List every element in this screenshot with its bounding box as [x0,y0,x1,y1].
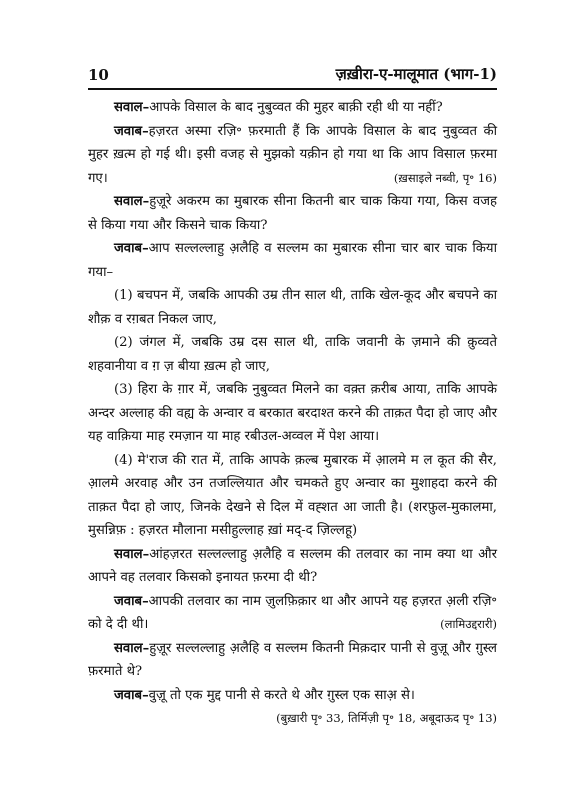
paragraph-text: वुज़ू तो एक मुद्द पानी से करते थे और ग़ुस्ल एक साअ़ से। [148,687,415,703]
source-reference: (लामिउद्दरारी) [440,617,497,631]
paragraph-text: (4) मे'राज की रात में, ताकि आपके क़ल्ब मुबारक में आ़लमे म ल कूत की सैर, आ़लमे अरवाह और उन तजल्लियात और चमकते हुए अन्वार का मुशाहदा करने की ताक़त पैदा हो जाए, जिनके देखने से दिल में वह्शत आ जाती है। (शरफ़ुल-मुकालमा, मुसन्निफ़ : हज़रत मौलाना मसीहुल्लाह ख़ां मद्-द ज़िल्लहू) [88,452,497,538]
list-item [88,449,497,543]
answer-paragraph [88,590,497,637]
question-paragraph [88,543,497,590]
question-label: सवाल– [114,100,150,115]
paragraph-text: आंहज़रत सल्लल्लाहु अ़लैहि व सल्लम की तलवार का नाम क्या था और आपने वह तलवार किसको इनायत फ़रमा दी थी? [88,546,497,585]
paragraph-text: (1) बचपन में, जबकि आपकी उम्र तीन साल थी, ताकि खेल-कूद और बचपने का शौक़ व रग़बत निकल जाए, [88,288,497,327]
source-reference: (ख़साइले नब्वी, पृ॰ 16) [393,170,497,185]
question-label: सवाल– [114,640,150,656]
page-number: 10 [88,66,109,84]
question-paragraph [88,96,497,120]
answer-paragraph [88,237,497,284]
question-label: सवाल– [114,546,150,562]
paragraph-text: आपके विसाल के बाद नुबुव्वत की मुहर बाक़ी रही थी या नहीं? [149,100,443,115]
list-item [88,284,497,331]
answer-label: जवाब– [114,123,149,139]
paragraph-text: (3) हिरा के ग़ार में, जबकि नुबुव्वत मिलने का वक़्त क़रीब आया, ताकि आपके अन्दर अल्लाह की वह्य के अन्वार व बरकात बरदाश्त करने की ताक़त पैदा हो जाए और यह वाक़िया माह रमज़ान या माह रबीउल-अव्वल में पेश आया। [88,382,497,444]
paragraph-text: आपकी तलवार का नाम ज़ुलफ़िक़ार था और आपने यह हज़रत अ़ली रज़ि॰ को दे दी थी। [88,593,497,632]
footer-reference: (बुख़ारी पृ॰ 33, तिर्मिज़ी पृ॰ 18, अबूदाऊद पृ॰ 13) [276,711,497,725]
paragraph-text: (2) जंगल में, जबकि उम्र दस साल थी, ताकि जवानी के ज़माने की क़ुव्वते शहवानीया व ग़ ज़ बीया ख़त्म हो जाए, [88,335,497,374]
page-body [88,96,497,731]
answer-label: जवाब– [114,593,149,609]
question-paragraph [88,190,497,237]
paragraph-text: हज़रत अस्मा रज़ि॰ फ़रमाती हैं कि आपके विसाल के बाद नुबुव्वत की मुहर ख़त्म हो गई थी। इसी वजह से मुझको यक़ीन हो गया था कि आप विसाल फ़रमा गए। [88,123,497,186]
page-header [88,60,497,84]
paragraph-text: हुज़ूरे अकरम का मुबारक सीना कितनी बार चाक किया गया, किस वजह से किया गया और किसने चाक किया? [88,194,497,233]
answer-label: जवाब– [114,687,149,703]
list-item [88,378,497,449]
question-paragraph [88,637,497,684]
answer-label: जवाब– [114,241,149,256]
list-item [88,331,497,378]
question-label: सवाल– [114,194,150,209]
paragraph-text: हुज़ूर सल्लल्लाहु अ़लैहि व सल्लम कितनी मिक़दार पानी से वुज़ू और ग़ुस्ल फ़रमाते थे? [88,640,497,679]
answer-paragraph [88,684,497,708]
header-divider [88,88,497,90]
answer-paragraph [88,120,497,191]
book-title: ज़ख़ीरा-ए-मालूमात (भाग-1) [335,65,497,83]
paragraph-text: आप सल्लल्लाहु अ़लैहि व सल्लम का मुबारक सीना चार बार चाक किया गया– [88,241,497,280]
